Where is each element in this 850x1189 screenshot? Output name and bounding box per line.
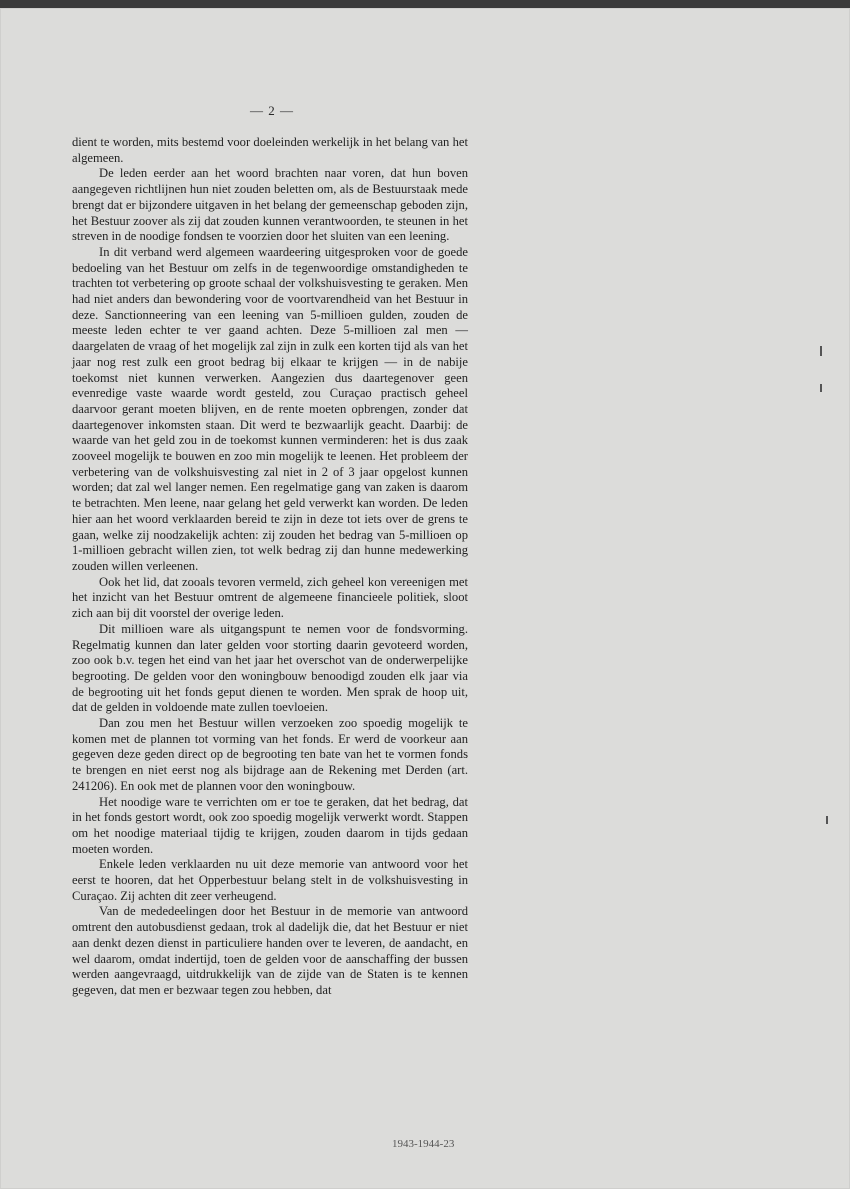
scan-mark	[820, 384, 822, 392]
paragraph: Dit millioen ware als uitgangspunt te nemen voor de fondsvorming. Regelmatig kunnen dan later gelden voor storting daarin gevoteerd worden, zoo ook b.v. tegen het eind van het jaar het overschot van de onderwerpelijke begrooting. De gelden voor den woningbouw benoodigd zouden elk jaar via de begrooting uit het fonds geput dienen te worden. Men sprak de hoop uit, dat de gelden in voldoende mate zullen toevloeien.	[72, 621, 468, 715]
paragraph: De leden eerder aan het woord brachten naar voren, dat hun boven aangegeven richtlijnen hun niet zouden beletten om, als de Bestuurstaak mede brengt dat er bijzondere uitgaven in het belang der gemeenschap geboden zijn, het Bestuur zoover als zij dat zouden kunnen verantwoorden, te steunen in het streven in de noodige fondsen te voorzien door het sluiten van een leening.	[72, 166, 468, 244]
paragraph: dient te worden, mits bestemd voor doeleinden werkelijk in het belang van het algemeen.	[72, 135, 468, 165]
body-text	[72, 135, 468, 999]
scan-mark	[820, 346, 822, 356]
paragraph: Van de mededeelingen door het Bestuur in de memorie van antwoord omtrent den autobusdienst gedaan, trok al dadelijk die, dat het Bestuur er niet aan denkt dezen dienst in particuliere handen over te leveren, de aandacht, en wel daarom, omdat indertijd, toen de gelden voor de aanschaffing der bussen werden aangevraagd, uitdrukkelijk van de zijde van de Staten is te kennen gegeven, dat men er bezwaar tegen zou hebben, dat	[72, 904, 468, 997]
document-page	[0, 8, 850, 1189]
footer-code: 1943-1944-23	[392, 1138, 455, 1150]
paragraph: Het noodige ware te verrichten om er toe te geraken, dat het bedrag, dat in het fonds gestort wordt, ook zoo spoedig mogelijk verwerkt wordt. Stappen om het noodige materiaal tijdig te krijgen, zouden daarom in tijds gedaan moeten worden.	[72, 794, 468, 856]
paragraph: In dit verband werd algemeen waardeering uitgesproken voor de goede bedoeling van het Bestuur om zelfs in de tegenwoordige omstandigheden te trachten tot verbetering op groote schaal der volkshuisvesting te geraken. Men had niet anders dan bewondering voor de voortvarendheid van het Bestuur in deze. Sanctionneering van een leening van 5-millioen gulden, zouden de meeste leden echter te ver gaand achten. Deze 5-millioen zal men — daargelaten de vraag of het mogelijk zal zijn in zulk een korten tijd als van het jaar nog rest zulk een groot bedrag bij elkaar te krijgen — in de nabije toekomst niet kunnen verwerken. Aangezien dus daartegenover geen evenredige vaste waarde wordt gesteld, zou Curaçao practisch geheel daarvoor gerant moeten blijven, en de rente moeten opbrengen, zonder dat daartegenover inkomsten staan. Dit werd te bezwaarlijk geacht. Daarbij: de waarde van het geld zou in de toekomst kunnen verminderen: het is dus zaak zooveel mogelijk te bouwen en zoo min mogelijk te leenen. Het probleem der verbetering van de volkshuisvesting zal niet in 2 of 3 jaar opgelost kunnen worden; dat zal wel langer nemen. Een regelmatige gang van zaken is daarom te betrachten. Men leene, naar gelang het geld verwerkt kan worden. De leden hier aan het woord verklaarden bereid te zijn in deze tot iets over de grens te gaan, welke zij noodzakelijk achten: zij zouden het bedrag van 5-millioen op 1-millioen gebracht willen zien, tot welk bedrag zij dan hunne medewerking zouden willen verleenen.	[72, 244, 468, 573]
paragraph: Dan zou men het Bestuur willen verzoeken zoo spoedig mogelijk te komen met de plannen tot vorming van het fonds. Er werd de voorkeur aan gegeven deze geden direct op de begrooting ten bate van het te vormen fonds te brengen en niet eerst nog als bijdrage aan de Rekening met Derden (art. 241206). En ook met de plannen voor den woningbouw.	[72, 716, 468, 793]
scan-mark	[826, 816, 828, 824]
paragraph: Ook het lid, dat zooals tevoren vermeld, zich geheel kon vereenigen met het inzicht van het Bestuur omtrent de algemeene financieele politiek, sloot zich aan bij dit voorstel der overige leden.	[72, 574, 468, 621]
paragraph: Enkele leden verklaarden nu uit deze memorie van antwoord voor het eerst te hooren, dat het Opperbestuur belang stelt in de volkshuisvesting in Curaçao. Zij achten dit zeer verheugend.	[72, 857, 468, 903]
page-number: — 2 —	[250, 103, 294, 118]
